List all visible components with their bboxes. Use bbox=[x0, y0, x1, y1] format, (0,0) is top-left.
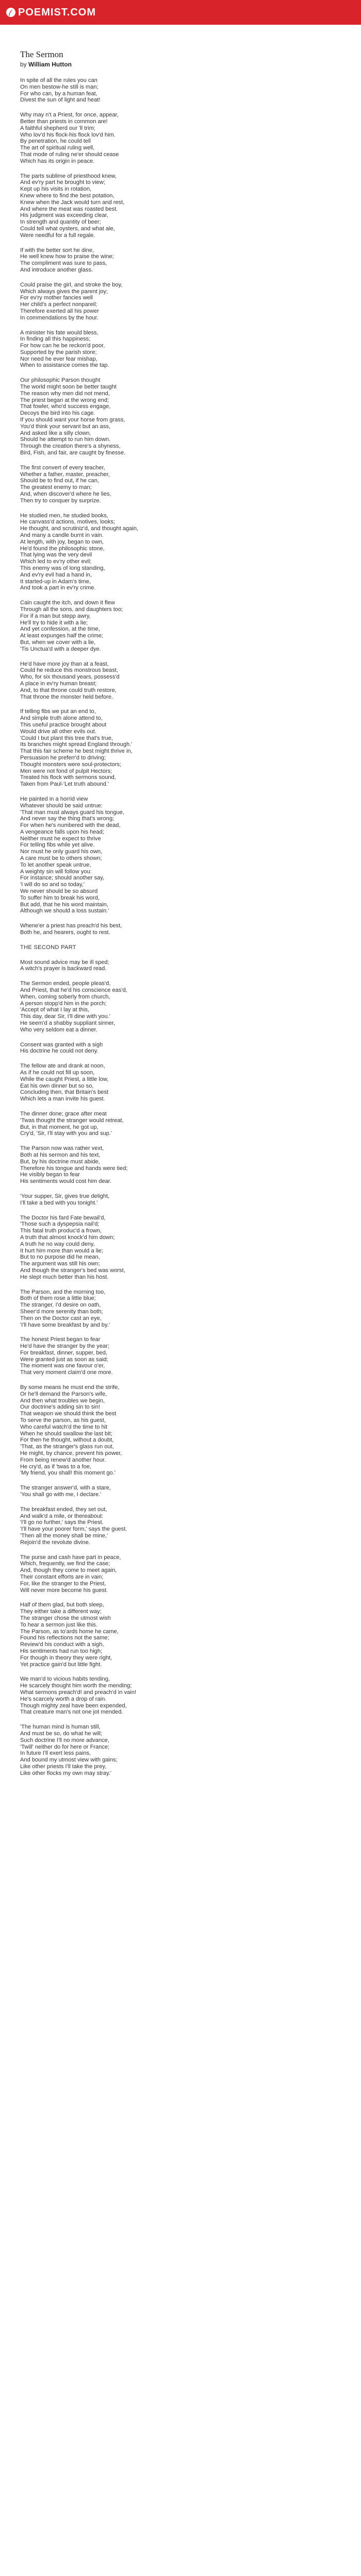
poem-line: That creature man's not one jot mended. bbox=[20, 1709, 123, 1716]
poem-line: Most sound advice may be ill sped; bbox=[20, 959, 109, 965]
poem-line: The stranger, I'd desire on oath, bbox=[20, 1302, 101, 1309]
poem-line: Like other priests I'll take the prey, bbox=[20, 1763, 107, 1770]
poem-line: His doctrine he could not deny. bbox=[20, 1048, 99, 1055]
poem-line: He scarcely thought him worth the mending; bbox=[20, 1683, 132, 1689]
poem-line: And though the stranger's bed was worst, bbox=[20, 1267, 125, 1274]
poem-line: Review'd his conduct with a sigh, bbox=[20, 1641, 104, 1648]
poem-line: Should be to find out, if he can, bbox=[20, 478, 99, 484]
poem-line: He canvass'd actions, motives, looks; bbox=[20, 519, 116, 526]
poem-line: To let another speak untrue, bbox=[20, 861, 91, 868]
stanza bbox=[20, 282, 340, 321]
poem-line: Bird, Fish, and fair, are caught by finesse. bbox=[20, 450, 126, 456]
poem-line: 'I'll have your poorer form,' says the guest. bbox=[20, 1526, 127, 1533]
stanza bbox=[20, 600, 340, 652]
poem-line: But, when we cover with a lie, bbox=[20, 639, 96, 646]
poem-line: Then try to conquer by surprize. bbox=[20, 497, 101, 504]
poem-line: Yet practice gain'd but little fight. bbox=[20, 1661, 102, 1668]
poem-line: But, by his doctrine must abide, bbox=[20, 1158, 100, 1165]
poem-line: Divest the sun of light and heat! bbox=[20, 97, 101, 104]
poem-line: That very moment claim'd one more. bbox=[20, 1369, 113, 1376]
poem-line: 'Twill' neither do for here or France; bbox=[20, 1743, 110, 1750]
poem-line: We never should be so absurd bbox=[20, 888, 98, 895]
poem-line: When he should swallow the last bit; bbox=[20, 1430, 112, 1437]
stanza bbox=[20, 1336, 340, 1376]
poem-line: For how can he be reckon'd poor, bbox=[20, 343, 105, 349]
poem-line: Which has its origin in peace. bbox=[20, 158, 95, 164]
poem-line: As if he could not fill up soon, bbox=[20, 1070, 95, 1076]
poem-line: 'You shall go with me, I declare.' bbox=[20, 1492, 102, 1498]
poem-line: While the caught Priest, a little low, bbox=[20, 1076, 109, 1082]
poem-line: Or he'll demand the Parson's wife, bbox=[20, 1391, 107, 1397]
poem-byline bbox=[20, 61, 340, 68]
poem-line: The priest began at the wrong end; bbox=[20, 397, 109, 403]
stanza bbox=[20, 330, 340, 369]
site-header bbox=[0, 0, 361, 25]
poem-title: The Sermon bbox=[20, 49, 63, 59]
poem-line: The compliment was sure to pass, bbox=[20, 260, 107, 267]
stanza bbox=[20, 513, 340, 592]
poem-line: 'I will do so and so today,' bbox=[20, 882, 85, 888]
poem-line: Through all the sons, and daughters too; bbox=[20, 606, 123, 613]
poem-line: The dinner done; grace after meat bbox=[20, 1110, 107, 1117]
stanza bbox=[20, 173, 340, 239]
poem-line: And simple truth alone attend to, bbox=[20, 715, 103, 722]
poem-line: Treated his flock with sermons sound, bbox=[20, 774, 116, 781]
poem-line: Persuasion he preferr'd to driving; bbox=[20, 754, 106, 761]
poem-line: The world might soon be better taught bbox=[20, 384, 117, 391]
poem-line: 'Then all the money shall be mine,' bbox=[20, 1533, 108, 1539]
poem-line: The breakfast ended, they set out, bbox=[20, 1506, 107, 1513]
poem-line: And must be so, do what he will; bbox=[20, 1730, 103, 1737]
poem-line: For breakfast, dinner, supper, bed, bbox=[20, 1349, 107, 1356]
poem-line: A witch's prayer is backward read. bbox=[20, 965, 107, 972]
poem-line: The art of spiritual ruling well, bbox=[20, 145, 95, 151]
poem-line: If with the better sort he dine, bbox=[20, 247, 94, 253]
poem-line: Whether a father, master, preacher, bbox=[20, 471, 110, 478]
poem-line: The first convert of every teacher, bbox=[20, 464, 105, 471]
poem-line: In strength and quantity of beer; bbox=[20, 219, 101, 226]
poem-line: And ev'ry part he brought to view; bbox=[20, 179, 105, 186]
poem-line: A faithful shepherd our 'll trim; bbox=[20, 125, 95, 131]
poem-line: The stranger chose the utmost wish bbox=[20, 1615, 111, 1621]
poem-line: Cain caught the itch, and down it flew bbox=[20, 600, 115, 606]
poem-line: His sentiments would cost him dear. bbox=[20, 1178, 111, 1185]
poem-line: And, though they come to meet again, bbox=[20, 1567, 117, 1574]
poem-line: Rejoin'd the revolute divine. bbox=[20, 1539, 90, 1546]
poem-line: Its branches might spread England through.' bbox=[20, 741, 133, 748]
poem-line: He slept much better than his host. bbox=[20, 1274, 109, 1280]
poem-line: Why may n't a Priest, for once, appear, bbox=[20, 112, 119, 118]
stanza bbox=[20, 708, 340, 788]
poem-line: He seem'd a shabby suppliant sinner, bbox=[20, 1020, 116, 1027]
poem-line: When to assistance comes the tap. bbox=[20, 362, 109, 369]
poem-line: A care must be to others shown; bbox=[20, 855, 102, 862]
poem-line: If you should want your horse from grass, bbox=[20, 417, 125, 423]
poem-line: When, coming soberly from church, bbox=[20, 993, 110, 1000]
poem-line: The parts sublime of priesthood knew, bbox=[20, 173, 117, 179]
poem-line: That fowler, who'd success engage, bbox=[20, 403, 111, 410]
poem-line: He cry'd, as if 'twas to a foe, bbox=[20, 1463, 92, 1470]
poem-line: He'd found the philosophic stone, bbox=[20, 545, 105, 552]
poem-line: Knew when the Jack would turn and rest, bbox=[20, 199, 125, 206]
poem-line: 'Your supper, Sir, gives true delight, bbox=[20, 1193, 110, 1199]
poem-line: 'That man must always guard his tongue, bbox=[20, 809, 124, 816]
byline-prefix: by bbox=[20, 61, 29, 68]
poem-line: Half of them glad, but both sleep, bbox=[20, 1602, 104, 1608]
poem-line: Then on the Doctor cast an eye, bbox=[20, 1315, 102, 1321]
stanza bbox=[20, 1042, 340, 1055]
stanza bbox=[20, 377, 340, 456]
poem-line: Both he, and hearers, ought to rest. bbox=[20, 929, 110, 936]
poem-line: 'My friend, you shall! this moment go.' bbox=[20, 1470, 116, 1477]
poem-line: The moment was one favour o'er, bbox=[20, 1363, 105, 1369]
quill-icon bbox=[6, 7, 16, 18]
poem-line: Whene'er a priest has preach'd his best, bbox=[20, 923, 122, 929]
poem-line: Which lets a man invite his guest. bbox=[20, 1096, 105, 1103]
section-heading: THE SECOND PART bbox=[20, 944, 76, 951]
poem-line: Neither must he expect to thrive bbox=[20, 835, 101, 842]
poem-line: The fellow ate and drank at noon, bbox=[20, 1063, 105, 1070]
stanza bbox=[20, 1485, 340, 1498]
stanza bbox=[20, 1063, 340, 1103]
poem-line: And many a candle burnt in vain. bbox=[20, 532, 104, 539]
poem-line: By some means he must end the strife, bbox=[20, 1384, 120, 1391]
poem-line: In spite of all the rules you can bbox=[20, 77, 97, 83]
poem-line: The greatest enemy to man; bbox=[20, 484, 92, 491]
stanza bbox=[20, 1215, 340, 1281]
poem-line: Both of them rose a little blue; bbox=[20, 1295, 96, 1302]
poem-line: For, like the stranger to the Priest, bbox=[20, 1580, 106, 1587]
poem-line: He painted in a horrid view bbox=[20, 795, 88, 802]
poem-line: And took a part in ev'ry crime. bbox=[20, 585, 96, 591]
poem-line: A vengeance falls upon his head; bbox=[20, 828, 104, 835]
poem-line: And never say the thing that's wrong; bbox=[20, 816, 114, 822]
poem-line: For who can, by a human feat, bbox=[20, 90, 97, 97]
poem-line: Our philosophic Parson thought bbox=[20, 377, 101, 384]
poem-line: This enemy was of long standing, bbox=[20, 565, 105, 571]
stanza bbox=[20, 1384, 340, 1477]
poem-line: Both at his sermon and his text, bbox=[20, 1151, 101, 1158]
poem-line: A minister his fate would bless, bbox=[20, 329, 99, 336]
poem-line: For though in theory they were right, bbox=[20, 1654, 112, 1661]
poem-line: Better than priests in common are! bbox=[20, 118, 108, 125]
poem-line: A truth he no way could deny, bbox=[20, 1241, 95, 1247]
poem-line: Sheer'd more serenity than both; bbox=[20, 1308, 103, 1315]
poem-line: The Doctor his fard Fate bewail'd, bbox=[20, 1214, 106, 1221]
poem-line: To serve the parson, as his guest, bbox=[20, 1417, 106, 1424]
poem-line: Men were not fond of pulpit Hectors; bbox=[20, 768, 112, 774]
poem-line: 'I'll have some breakfast by and by.' bbox=[20, 1321, 110, 1328]
poem-line: And, to that throne could truth restore, bbox=[20, 687, 117, 693]
poem-line: Nor must he only guard his own, bbox=[20, 849, 103, 855]
poem-line: For then he thought, without a doubt, bbox=[20, 1437, 114, 1444]
poem-line: For telling fibs while yet alive. bbox=[20, 842, 95, 849]
poem-line: 'That, as the stranger's glass run out, bbox=[20, 1444, 114, 1450]
poem-line: Which, frequently, we find the case; bbox=[20, 1561, 110, 1567]
poem-line: It started-up in Adam's time, bbox=[20, 578, 91, 585]
poem-line: And where the meat was roasted best. bbox=[20, 206, 118, 212]
poem-line: From being renew'd another hour. bbox=[20, 1456, 106, 1463]
poem-line: A place in ev'ry human breast; bbox=[20, 680, 97, 687]
poem-line: 'I'll go no further,' says the Priest. bbox=[20, 1519, 104, 1526]
poem-line: Were needful for a full regale. bbox=[20, 232, 95, 239]
poem-line: The argument was still his own; bbox=[20, 1261, 100, 1267]
poem-line: And then what troubles we begin, bbox=[20, 1397, 105, 1404]
author-link[interactable]: William Hutton bbox=[28, 61, 72, 68]
poem-line: Cry'd, 'Sir, I'll stay with you and sup.' bbox=[20, 1130, 112, 1137]
poem-line: For when he's numbered with the dead, bbox=[20, 822, 121, 829]
poem-line: He thought, and scrutiniz'd, and thought again, bbox=[20, 526, 139, 532]
poem-line: He'd have the stranger by the year; bbox=[20, 1343, 109, 1350]
poem-line: He'll try to hide it with a lie; bbox=[20, 619, 88, 626]
stanza bbox=[20, 1676, 340, 1716]
poem-line: For if a man but stepp awry, bbox=[20, 613, 91, 619]
poem-line: Taken from Paul-'Let truth abound.' bbox=[20, 781, 109, 788]
poem-line: The honest Priest began to fear bbox=[20, 1336, 101, 1343]
site-logo-text: POEMIST.COM bbox=[18, 6, 96, 18]
poem-line: This day, dear Sir, I'll dine with you.' bbox=[20, 1013, 110, 1020]
poem-line: The purse and cash have part in peace, bbox=[20, 1554, 121, 1561]
poem-line: Which led to ev'ry other evil; bbox=[20, 558, 92, 565]
poem-line: Their constant efforts are in vain; bbox=[20, 1574, 104, 1580]
poem-line: Though mighty zeal have been expended, bbox=[20, 1702, 127, 1709]
poem-line: For ev'ry mother fancies well bbox=[20, 295, 93, 301]
poem-line: For instance; should another say, bbox=[20, 875, 105, 882]
poem-line: At length, with joy, began to own, bbox=[20, 538, 104, 545]
stanza bbox=[20, 1554, 340, 1594]
stanza bbox=[20, 796, 340, 914]
poem-line: Kept up his visits in rotation, bbox=[20, 186, 92, 193]
poem-line: We man'd to vicious habits tending, bbox=[20, 1676, 110, 1683]
poem-line: But to no purpose did he mean, bbox=[20, 1254, 100, 1261]
poem-line: Whatever should be said untrue: bbox=[20, 802, 103, 809]
stanza bbox=[20, 247, 340, 274]
poem-line: His sentiments had run too high; bbox=[20, 1648, 103, 1654]
poem-line: Who lov'd his flock-his flock lov'd him. bbox=[20, 131, 116, 138]
poem-line: Therefore exerted all his power bbox=[20, 308, 99, 314]
poem-line: And, when discover'd where he lies, bbox=[20, 491, 111, 498]
poem-line: 'Could I but plant this tree that's true, bbox=[20, 735, 113, 741]
poem-line: Who very seldom eat a dinner. bbox=[20, 1026, 97, 1033]
poem-line: To hear a sermon just like this. bbox=[20, 1621, 97, 1628]
poem-line: Knew where to find the best potation, bbox=[20, 192, 114, 199]
poem-line: Will never more become his guest. bbox=[20, 1587, 108, 1594]
poem-line: Supported by the parish store; bbox=[20, 349, 97, 355]
poem-line: Concluding then, that Britain's best bbox=[20, 1089, 109, 1096]
poem-line: The Parson, as to'ards home he came, bbox=[20, 1628, 119, 1635]
poem-line: And Priest, that he'd his conscience eas'd, bbox=[20, 987, 127, 994]
poem-line: Eat his own dinner but so so, bbox=[20, 1082, 94, 1089]
poem-line: Who careful watch'd the time to hit bbox=[20, 1423, 108, 1430]
poem-line: Like other flocks my own may stray.' bbox=[20, 1770, 112, 1776]
stanza bbox=[20, 77, 340, 104]
poem-line: Should he attempt to run him down. bbox=[20, 436, 111, 443]
poem-line: Through the creation there's a shyness, bbox=[20, 443, 121, 450]
poem-line: The Sermon ended, people pleas'd, bbox=[20, 980, 111, 987]
stanza bbox=[20, 661, 340, 701]
poem-line: On men bestow-he still is man; bbox=[20, 83, 99, 90]
poem-line: He studied men, he studied books, bbox=[20, 512, 108, 519]
poem-line: Could he reduce this monstrous beast, bbox=[20, 667, 118, 674]
poem-line: In commendations by the hour. bbox=[20, 314, 99, 321]
stanza bbox=[20, 923, 340, 936]
poem-line: Decoys the bird into his cage. bbox=[20, 410, 95, 417]
poem-line: Nor need he ever fear mishap, bbox=[20, 355, 97, 362]
poem-line: He visibly began to fear bbox=[20, 1172, 80, 1178]
poem-line: That mode of ruling ne'er should cease bbox=[20, 151, 119, 158]
stanza bbox=[20, 1724, 340, 1776]
poem-line: And asked like a silly clown, bbox=[20, 430, 91, 436]
poem-line: I'll take a bed with you tonight.' bbox=[20, 1199, 98, 1206]
poem-line: And introduce another glass. bbox=[20, 266, 93, 273]
poem-line: Would drive all other evils out. bbox=[20, 728, 96, 735]
poem-line: Our doctrine's adding sin to sin! bbox=[20, 1404, 101, 1411]
stanza bbox=[20, 980, 340, 1033]
poem-line: Her child's a perfect nonpareil; bbox=[20, 301, 97, 308]
stanza bbox=[20, 112, 340, 164]
poem-line: If telling fibs we put an end to, bbox=[20, 708, 96, 715]
poem-line: That throne the monster held before. bbox=[20, 693, 113, 700]
poem-line: A person stopp'd him in the porch; bbox=[20, 1000, 107, 1007]
poem-line: And bound my utmost view with gains; bbox=[20, 1757, 118, 1764]
poem-line: That this fair scheme he best might thrive in, bbox=[20, 748, 133, 755]
stanza bbox=[20, 465, 340, 504]
stanza bbox=[20, 1145, 340, 1185]
poem-line: But add, that he his word maintain, bbox=[20, 901, 108, 908]
poem-line: To suffer him to break his word, bbox=[20, 894, 100, 901]
stanza bbox=[20, 1602, 340, 1668]
poem-line: The reason why men did not mend, bbox=[20, 390, 110, 397]
stanza bbox=[20, 959, 340, 973]
poem-line: In finding all this happiness; bbox=[20, 336, 91, 343]
poem-line: They either take a different way; bbox=[20, 1608, 102, 1615]
poem-line: That lying was the very devil bbox=[20, 552, 92, 558]
poem-line: The Parson now was rather vext, bbox=[20, 1145, 104, 1152]
poem-line: At least expunges half the crime; bbox=[20, 633, 103, 639]
poem-line: This fatal truth produc'd a frown, bbox=[20, 1228, 102, 1234]
poem-line: What sermons preach'd! and preach'd in vain! bbox=[20, 1689, 137, 1696]
poem-line: And yet confession, at the time, bbox=[20, 626, 100, 633]
poem-line: Found his reflections not the same; bbox=[20, 1635, 109, 1641]
poem-line: In future I'll exert less pains, bbox=[20, 1750, 91, 1757]
poem-line: Such doctrine I'll no more advance, bbox=[20, 1737, 109, 1743]
poem-line: Could praise the girl, and stroke the boy, bbox=[20, 281, 123, 288]
poem-line: 'The human mind is human still, bbox=[20, 1724, 101, 1731]
site-logo[interactable] bbox=[6, 7, 96, 19]
poem-line: He might, by chance, prevent his power, bbox=[20, 1450, 122, 1457]
poem-line: Were granted just as soon as said; bbox=[20, 1356, 108, 1363]
poem-line: That weapon we should think the best bbox=[20, 1411, 117, 1417]
poem-line: He's scarcely worth a drop of rain. bbox=[20, 1696, 107, 1702]
poem-line: The Parson, and the morning too, bbox=[20, 1289, 106, 1295]
poem-line: A weighty sin will follow you: bbox=[20, 868, 92, 875]
poem-line: Although we should a loss sustain.' bbox=[20, 908, 109, 914]
poem-content bbox=[20, 49, 340, 1785]
poem-line: The stranger answer'd, with a stare, bbox=[20, 1485, 111, 1492]
poem-line: Who, for six thousand years, possess'd bbox=[20, 674, 120, 681]
poem-line: His judgment was exceeding clear, bbox=[20, 212, 108, 219]
poem-line: Thought monsters were soul-protectors; bbox=[20, 761, 122, 768]
poem-line: Therefore his tongue and hands were tied; bbox=[20, 1165, 128, 1172]
poem-line: He well knew how to praise the wine; bbox=[20, 253, 114, 260]
poem-line: Which always gives the parent joy; bbox=[20, 288, 108, 295]
poem-line: 'Accept of what I lay at this, bbox=[20, 1007, 90, 1013]
poem-line: He'd have more joy than at a feast, bbox=[20, 660, 109, 667]
stanza bbox=[20, 1193, 340, 1207]
poem-body bbox=[20, 77, 340, 1777]
poem-line: 'Tis Unctua'd with a deeper dye. bbox=[20, 646, 101, 652]
poem-line: 'Twas thought the stranger would retreat, bbox=[20, 1117, 124, 1124]
poem-line: Could tell what oysters, and what ale, bbox=[20, 225, 115, 232]
poem-line: By penetration, he could tell bbox=[20, 138, 91, 145]
poem-line: Consent was granted with a sigh bbox=[20, 1041, 103, 1048]
poem-line: And walk'd a mile, or thereabout: bbox=[20, 1513, 104, 1519]
poem-line: This useful practice brought about bbox=[20, 721, 107, 728]
poem-line: A truth that almost knock'd him down; bbox=[20, 1234, 115, 1241]
poem-line: You'd think your servant but an ass, bbox=[20, 423, 111, 430]
poem-line: It hurt him more than would a lie; bbox=[20, 1247, 103, 1254]
stanza bbox=[20, 1111, 340, 1137]
stanza bbox=[20, 1506, 340, 1546]
poem-line: 'Those such a dyspepsia nail'd; bbox=[20, 1221, 100, 1228]
poem-line: But, in that moment, he got up, bbox=[20, 1124, 99, 1130]
poem-line: And ev'ry evil had a hand in, bbox=[20, 571, 92, 578]
stanza bbox=[20, 1289, 340, 1329]
